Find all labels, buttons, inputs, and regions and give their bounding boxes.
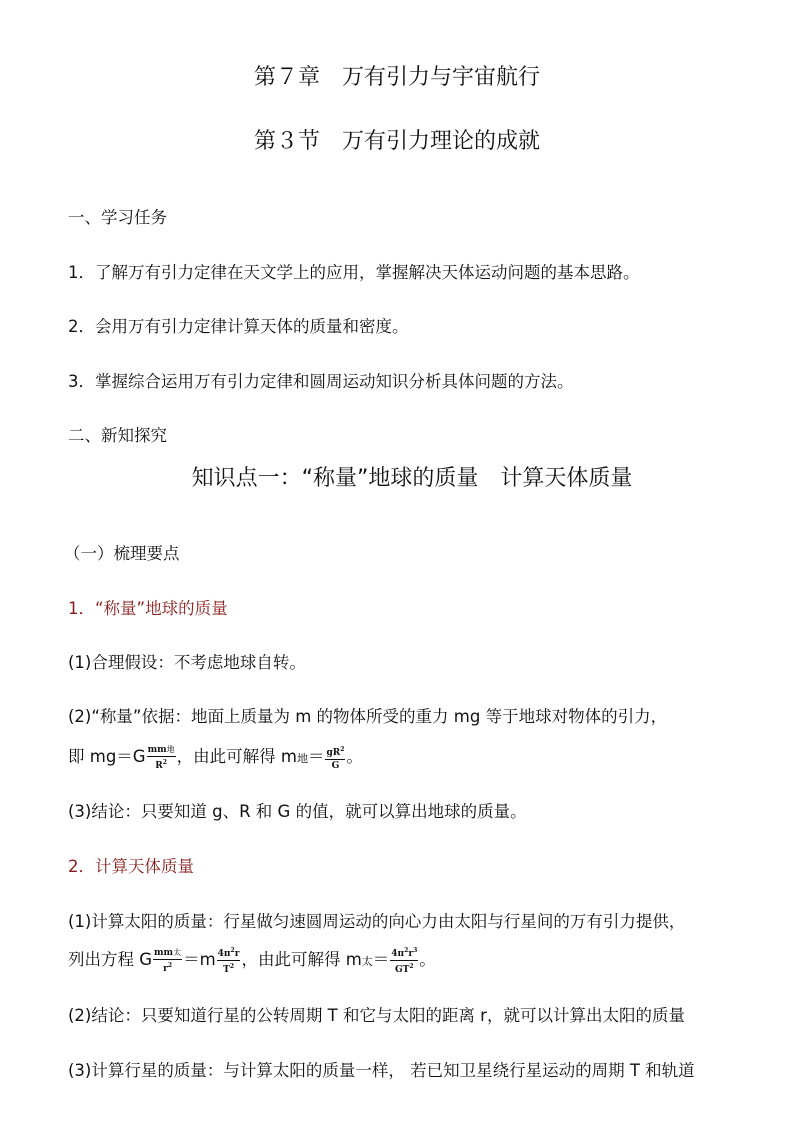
fraction-denominator: R (155, 760, 163, 771)
subscript: 太 (361, 955, 373, 968)
equals-sign: ＝ (307, 747, 325, 766)
task-item-3: 3．掌握综合运用万有引力定律和圆周运动知识分析具体问题的方法。 (68, 372, 574, 391)
sub-heading: （一）梳理要点 (64, 544, 180, 563)
item2-sun-mass: (1)计算太阳的质量：行星做匀速圆周运动的向心力由太阳与行星间的万有引力提供， (68, 912, 686, 931)
item1-title: 1．“称量”地球的质量 (68, 599, 228, 618)
knowledge-point-title: 知识点一：“称量”地球的质量 计算天体质量 (191, 466, 633, 491)
item2-conclusion: (2)结论：只要知道行星的公转周期 T 和它与太阳的距离 r，就可以计算出太阳的质量 (68, 1006, 685, 1025)
formula-middle: ，由此可解得 m (176, 747, 297, 766)
fraction-gravity (147, 745, 176, 771)
formula-prefix: 即 mg＝G (68, 747, 146, 766)
new-knowledge-heading: 二、新知探究 (68, 426, 167, 445)
item2-formula-line (68, 944, 436, 978)
fraction-numerator-r: r (408, 949, 414, 959)
superscript: 2 (229, 963, 234, 970)
superscript: 2 (230, 947, 235, 954)
fraction-centripetal (217, 946, 241, 975)
learning-tasks-heading: 一、学习任务 (68, 208, 167, 227)
fraction-denominator: GT (394, 965, 410, 975)
formula-end: 。 (346, 747, 363, 766)
subscript: 太 (173, 947, 182, 957)
item2-planet-mass: (3)计算行星的质量：与计算太阳的质量一样， 若已知卫星绕行星运动的周期 T 和轨道 (68, 1061, 695, 1080)
equals-m: ＝m (183, 950, 216, 969)
item1-basis: (2)“称量”依据：地面上质量为 m 的物体所受的重力 mg 等于地球对物体的引力， (68, 707, 668, 726)
item1-conclusion: (3)结论：只要知道 g、R 和 G 的值，就可以算出地球的质量。 (68, 802, 527, 821)
fraction-gravity (153, 948, 182, 974)
fraction-numerator-r: r (234, 949, 240, 959)
fraction-numerator: mm (147, 744, 167, 755)
task-item-1: 1．了解万有引力定律在天文学上的应用，掌握解决天体运动问题的基本思路。 (68, 263, 640, 282)
formula-middle: ，由此可解得 m (241, 950, 362, 969)
fraction-numerator: 4π (391, 949, 405, 959)
task-item-2: 2．会用万有引力定律计算天体的质量和密度。 (68, 317, 409, 336)
fraction-sun-mass (390, 946, 418, 975)
item1-assumption: (1)合理假设：不考虑地球自转。 (68, 653, 306, 672)
formula-end: 。 (419, 950, 436, 969)
fraction-denominator: G (331, 760, 340, 771)
superscript: 2 (167, 961, 173, 969)
formula-prefix: 列出方程 G (68, 950, 153, 969)
fraction-numerator: gR (326, 747, 341, 758)
fraction-denominator: r (163, 963, 168, 974)
superscript: 2 (162, 758, 167, 766)
subscript: 地 (166, 744, 175, 754)
subscript: 地 (296, 752, 308, 765)
item1-formula-line (68, 741, 363, 775)
fraction-earth-mass (325, 745, 345, 771)
section-title: 第３节 万有引力理论的成就 (253, 129, 540, 154)
superscript: 2 (340, 745, 345, 753)
chapter-title: 第７章 万有引力与宇宙航行 (253, 65, 540, 90)
equals-sign: ＝ (372, 950, 390, 969)
superscript: 2 (409, 963, 414, 970)
superscript: 2 (404, 947, 409, 954)
fraction-numerator: 4π (217, 949, 231, 959)
fraction-numerator: mm (154, 947, 174, 958)
superscript: 3 (413, 947, 418, 954)
item2-title: 2．计算天体质量 (68, 857, 194, 876)
fraction-denominator: T (223, 965, 230, 975)
